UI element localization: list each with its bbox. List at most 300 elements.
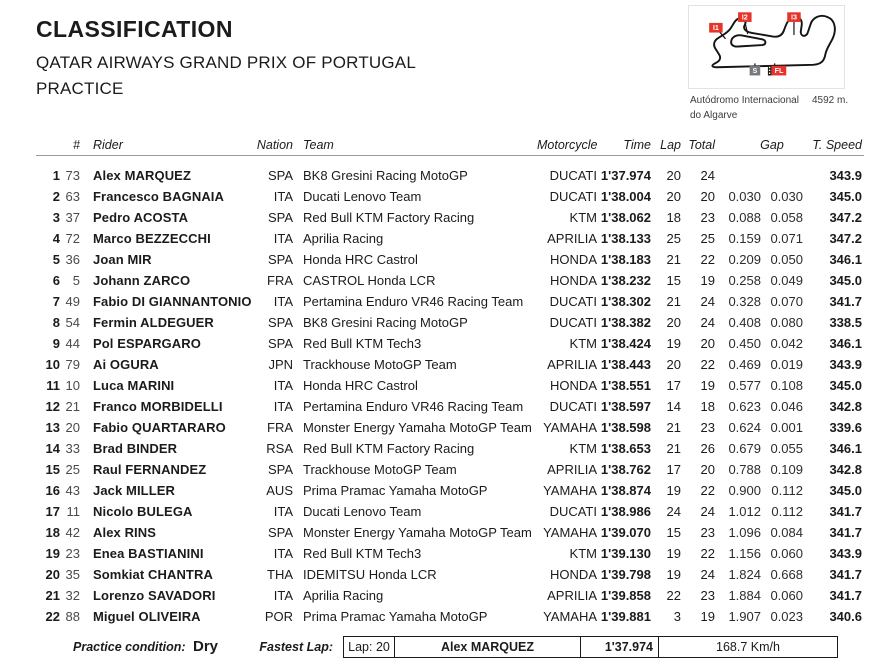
header-gap: Gap (760, 138, 784, 152)
sector2-badge (738, 12, 751, 22)
cell-gap2: 0.060 (770, 588, 803, 603)
cell-motorcycle: KTM (569, 546, 597, 561)
cell-num: 36 (65, 252, 80, 267)
cell-nation: ITA (273, 231, 293, 246)
cell-nation: AUS (266, 483, 293, 498)
cell-num: 49 (65, 294, 80, 309)
cell-lap: 21 (666, 252, 681, 267)
cell-motorcycle: DUCATI (549, 315, 597, 330)
cell-total: 20 (700, 189, 715, 204)
cell-gap1: 0.088 (728, 210, 761, 225)
cell-speed: 346.1 (829, 336, 862, 351)
cell-gap1: 0.159 (728, 231, 761, 246)
cell-team: CASTROL Honda LCR (303, 273, 436, 288)
cell-time: 1'37.974 (600, 168, 651, 183)
cell-pos: 6 (52, 273, 60, 288)
cell-rider: Jack MILLER (93, 483, 176, 498)
cell-num: 79 (65, 357, 80, 372)
svg-text:I2: I2 (741, 12, 748, 22)
table-row (36, 291, 864, 312)
circuit-name: Autódromo Internacional do Algarve (690, 95, 799, 121)
cell-speed: 343.9 (829, 546, 862, 561)
header-total: Total (688, 138, 715, 152)
practice-condition (73, 638, 218, 655)
cell-speed: 341.7 (829, 525, 862, 540)
cell-nation: ITA (273, 399, 293, 414)
table-row (36, 543, 864, 564)
track-map-icon (690, 7, 843, 87)
cell-gap2: 0.070 (770, 294, 803, 309)
cell-gap2: 0.109 (770, 462, 803, 477)
cell-rider: Luca MARINI (93, 378, 175, 393)
cell-team: Aprilia Racing (303, 588, 384, 603)
cell-lap: 18 (666, 210, 681, 225)
cell-total: 24 (700, 294, 715, 309)
table-row (36, 417, 864, 438)
cell-rider: Somkiat CHANTRA (93, 567, 213, 582)
condition-value: Dry (193, 638, 219, 655)
cell-speed: 346.1 (829, 441, 862, 456)
cell-lap: 14 (666, 399, 681, 414)
cell-num: 20 (65, 420, 80, 435)
cell-speed: 341.7 (829, 504, 862, 519)
cell-speed: 339.6 (829, 420, 862, 435)
speed-trap-badge (750, 66, 761, 76)
cell-time: 1'39.798 (600, 567, 651, 582)
svg-text:FL: FL (774, 66, 784, 76)
cell-nation: FRA (267, 420, 293, 435)
cell-nation: SPA (267, 315, 293, 330)
cell-gap1: 0.577 (728, 378, 761, 393)
table-row (36, 207, 864, 228)
cell-nation: SPA (267, 210, 293, 225)
cell-time: 1'38.382 (600, 315, 651, 330)
cell-pos: 9 (52, 336, 60, 351)
cell-speed: 341.7 (829, 588, 862, 603)
cell-motorcycle: HONDA (550, 378, 597, 393)
cell-gap1: 0.328 (728, 294, 761, 309)
cell-total: 26 (700, 441, 715, 456)
cell-total: 24 (700, 315, 715, 330)
cell-gap1: 0.788 (728, 462, 761, 477)
cell-rider: Fermin ALDEGUER (93, 315, 214, 330)
cell-rider: Johann ZARCO (93, 273, 191, 288)
cell-time: 1'38.443 (600, 357, 651, 372)
cell-lap: 24 (666, 504, 681, 519)
finish-line-badge (768, 66, 786, 76)
cell-time: 1'38.551 (600, 378, 651, 393)
footer (0, 634, 880, 660)
cell-lap: 19 (666, 546, 681, 561)
table-row (36, 312, 864, 333)
cell-time: 1'38.183 (600, 252, 651, 267)
cell-gap2: 0.055 (770, 441, 803, 456)
cell-team: Prima Pramac Yamaha MotoGP (303, 609, 488, 624)
cell-rider: Pol ESPARGARO (93, 336, 201, 351)
cell-team: Red Bull KTM Tech3 (303, 546, 422, 561)
cell-motorcycle: YAMAHA (543, 609, 597, 624)
cell-time: 1'39.070 (600, 525, 651, 540)
table-body (36, 165, 864, 627)
cell-num: 43 (65, 483, 80, 498)
header-rider: Rider (93, 138, 123, 152)
table-header-row (36, 137, 864, 156)
cell-pos: 4 (52, 231, 60, 246)
cell-gap2: 0.112 (771, 504, 803, 519)
header-num: # (73, 138, 80, 152)
cell-lap: 21 (666, 441, 681, 456)
cell-gap1: 0.623 (728, 399, 761, 414)
fastest-lap-rider: Alex MARQUEZ (394, 637, 580, 657)
cell-num: 23 (65, 546, 80, 561)
table-row (36, 501, 864, 522)
cell-pos: 20 (45, 567, 60, 582)
cell-total: 24 (700, 504, 715, 519)
cell-motorcycle: DUCATI (549, 189, 597, 204)
cell-speed: 343.9 (829, 168, 862, 183)
cell-time: 1'39.858 (600, 588, 651, 603)
cell-time: 1'39.881 (600, 609, 651, 624)
table-row (36, 396, 864, 417)
cell-gap2: 0.112 (771, 483, 803, 498)
cell-motorcycle: APRILIA (547, 231, 597, 246)
cell-total: 18 (700, 399, 715, 414)
cell-num: 63 (65, 189, 80, 204)
cell-num: 10 (65, 378, 80, 393)
table-row (36, 228, 864, 249)
table-row (36, 480, 864, 501)
cell-gap2: 0.084 (770, 525, 803, 540)
cell-gap2: 0.080 (770, 315, 803, 330)
cell-nation: POR (264, 609, 293, 624)
event-title: QATAR AIRWAYS GRAND PRIX OF PORTUGAL (36, 53, 417, 72)
cell-total: 23 (700, 525, 715, 540)
cell-speed: 345.0 (829, 378, 862, 393)
cell-gap2: 0.058 (770, 210, 803, 225)
cell-speed: 343.9 (829, 357, 862, 372)
cell-team: Red Bull KTM Tech3 (303, 336, 422, 351)
cell-nation: SPA (267, 168, 293, 183)
cell-motorcycle: KTM (569, 336, 597, 351)
cell-nation: ITA (273, 189, 293, 204)
table-row (36, 354, 864, 375)
cell-team: Red Bull KTM Factory Racing (303, 441, 475, 456)
cell-num: 33 (65, 441, 80, 456)
table-row (36, 249, 864, 270)
cell-total: 19 (700, 273, 715, 288)
cell-pos: 22 (45, 609, 60, 624)
track-map (688, 5, 845, 89)
cell-motorcycle: HONDA (550, 567, 597, 582)
cell-nation: ITA (273, 504, 293, 519)
cell-pos: 1 (52, 168, 60, 183)
cell-speed: 346.1 (829, 252, 862, 267)
cell-total: 22 (700, 546, 715, 561)
cell-gap2: 0.668 (770, 567, 803, 582)
cell-rider: Franco MORBIDELLI (93, 399, 223, 414)
table-row (36, 333, 864, 354)
cell-team: Monster Energy Yamaha MotoGP Team (303, 420, 532, 435)
cell-gap1: 1.884 (728, 588, 761, 603)
cell-rider: Brad BINDER (93, 441, 178, 456)
header (36, 16, 416, 102)
header-speed: T. Speed (812, 138, 862, 152)
circuit-info (690, 93, 875, 123)
cell-gap1: 0.030 (728, 189, 761, 204)
cell-rider: Joan MIR (93, 252, 152, 267)
cell-speed: 347.2 (829, 231, 862, 246)
cell-rider: Alex MARQUEZ (93, 168, 191, 183)
table-row (36, 522, 864, 543)
cell-num: 44 (65, 336, 80, 351)
cell-num: 73 (65, 168, 80, 183)
cell-gap1: 0.624 (728, 420, 761, 435)
cell-motorcycle: APRILIA (547, 588, 597, 603)
cell-num: 21 (65, 399, 80, 414)
header-nation: Nation (256, 138, 293, 152)
cell-total: 24 (700, 567, 715, 582)
table-row (36, 606, 864, 627)
cell-nation: THA (267, 567, 293, 582)
table-row (36, 165, 864, 186)
header-motorcycle: Motorcycle (537, 138, 598, 152)
cell-time: 1'38.986 (600, 504, 651, 519)
cell-lap: 20 (666, 315, 681, 330)
cell-nation: ITA (273, 588, 293, 603)
cell-lap: 20 (666, 189, 681, 204)
cell-pos: 19 (45, 546, 60, 561)
cell-pos: 2 (52, 189, 60, 204)
cell-team: Monster Energy Yamaha MotoGP Team (303, 525, 532, 540)
cell-rider: Pedro ACOSTA (93, 210, 189, 225)
table-row (36, 270, 864, 291)
cell-rider: Fabio DI GIANNANTONIO (93, 294, 252, 309)
cell-time: 1'38.133 (600, 231, 651, 246)
cell-team: BK8 Gresini Racing MotoGP (303, 315, 468, 330)
cell-nation: SPA (267, 462, 293, 477)
cell-rider: Miguel OLIVEIRA (93, 609, 201, 624)
cell-team: Trackhouse MotoGP Team (303, 357, 457, 372)
cell-pos: 13 (45, 420, 60, 435)
cell-total: 19 (700, 609, 715, 624)
table-row (36, 375, 864, 396)
cell-pos: 7 (52, 294, 60, 309)
cell-speed: 345.0 (829, 189, 862, 204)
cell-gap2: 0.046 (770, 399, 803, 414)
cell-speed: 341.7 (829, 294, 862, 309)
cell-rider: Alex RINS (93, 525, 157, 540)
cell-rider: Nicolo BULEGA (93, 504, 193, 519)
cell-motorcycle: DUCATI (549, 294, 597, 309)
cell-gap1: 1.096 (728, 525, 761, 540)
cell-pos: 16 (45, 483, 60, 498)
cell-team: Honda HRC Castrol (303, 378, 418, 393)
cell-gap2: 0.049 (770, 273, 803, 288)
cell-total: 24 (700, 168, 715, 183)
cell-time: 1'39.130 (600, 546, 651, 561)
cell-nation: RSA (266, 441, 293, 456)
cell-gap1: 1.907 (728, 609, 761, 624)
cell-lap: 17 (666, 378, 681, 393)
cell-time: 1'38.653 (600, 441, 651, 456)
cell-lap: 20 (666, 357, 681, 372)
cell-team: Pertamina Enduro VR46 Racing Team (303, 399, 524, 414)
cell-gap2: 0.071 (770, 231, 803, 246)
cell-motorcycle: APRILIA (547, 462, 597, 477)
table-row (36, 186, 864, 207)
cell-motorcycle: YAMAHA (543, 420, 597, 435)
cell-pos: 14 (45, 441, 60, 456)
cell-time: 1'38.424 (600, 336, 651, 351)
cell-total: 19 (700, 378, 715, 393)
cell-nation: FRA (267, 273, 293, 288)
cell-nation: ITA (273, 546, 293, 561)
fastest-lap-box (343, 636, 838, 658)
cell-gap2: 0.023 (770, 609, 803, 624)
cell-rider: Ai OGURA (93, 357, 159, 372)
cell-lap: 15 (666, 273, 681, 288)
cell-gap1: 1.156 (728, 546, 761, 561)
cell-nation: ITA (273, 294, 293, 309)
cell-gap1: 0.900 (728, 483, 761, 498)
cell-motorcycle: DUCATI (549, 168, 597, 183)
cell-pos: 8 (52, 315, 60, 330)
cell-pos: 15 (45, 462, 60, 477)
cell-rider: Marco BEZZECCHI (93, 231, 211, 246)
cell-total: 22 (700, 252, 715, 267)
cell-speed: 345.0 (829, 273, 862, 288)
cell-gap1: 0.469 (728, 357, 761, 372)
cell-speed: 341.7 (829, 567, 862, 582)
cell-pos: 5 (52, 252, 60, 267)
cell-pos: 10 (45, 357, 60, 372)
cell-lap: 22 (666, 588, 681, 603)
page-title: CLASSIFICATION (36, 16, 233, 42)
cell-lap: 25 (666, 231, 681, 246)
cell-total: 20 (700, 336, 715, 351)
cell-team: IDEMITSU Honda LCR (303, 567, 437, 582)
cell-num: 32 (65, 588, 80, 603)
sector1-badge (709, 23, 722, 33)
cell-nation: ITA (273, 378, 293, 393)
cell-team: Aprilia Racing (303, 231, 384, 246)
cell-nation: SPA (267, 525, 293, 540)
cell-pos: 18 (45, 525, 60, 540)
session-title: PRACTICE (36, 79, 124, 98)
cell-num: 54 (65, 315, 80, 330)
cell-gap1: 0.679 (728, 441, 761, 456)
cell-rider: Francesco BAGNAIA (93, 189, 225, 204)
cell-lap: 21 (666, 420, 681, 435)
cell-total: 22 (700, 357, 715, 372)
cell-num: 11 (66, 504, 80, 519)
svg-text:S: S (752, 66, 758, 76)
cell-motorcycle: DUCATI (549, 399, 597, 414)
cell-lap: 15 (666, 525, 681, 540)
cell-time: 1'38.762 (600, 462, 651, 477)
cell-speed: 345.0 (829, 483, 862, 498)
table-row (36, 438, 864, 459)
svg-text:I3: I3 (790, 12, 797, 22)
cell-time: 1'38.062 (600, 210, 651, 225)
cell-team: Ducati Lenovo Team (303, 504, 422, 519)
cell-motorcycle: HONDA (550, 252, 597, 267)
fastest-lap-speed: 168.7 Km/h (658, 637, 837, 657)
cell-gap1: 0.450 (728, 336, 761, 351)
cell-pos: 11 (46, 378, 60, 393)
cell-num: 42 (65, 525, 80, 540)
cell-total: 25 (700, 231, 715, 246)
cell-total: 20 (700, 462, 715, 477)
cell-total: 23 (700, 588, 715, 603)
table-row (36, 585, 864, 606)
cell-speed: 338.5 (829, 315, 862, 330)
cell-motorcycle: YAMAHA (543, 525, 597, 540)
cell-lap: 3 (673, 609, 681, 624)
cell-rider: Enea BASTIANINI (93, 546, 204, 561)
cell-motorcycle: YAMAHA (543, 483, 597, 498)
cell-motorcycle: APRILIA (547, 357, 597, 372)
cell-num: 25 (65, 462, 80, 477)
cell-pos: 21 (45, 588, 60, 603)
cell-gap2: 0.050 (770, 252, 803, 267)
cell-speed: 342.8 (829, 399, 862, 414)
cell-num: 35 (65, 567, 80, 582)
cell-lap: 19 (666, 336, 681, 351)
cell-nation: SPA (267, 252, 293, 267)
table-row (36, 459, 864, 480)
sector3-badge (787, 12, 800, 22)
cell-motorcycle: DUCATI (549, 504, 597, 519)
classification-table (0, 137, 880, 627)
cell-gap1: 0.258 (728, 273, 761, 288)
circuit-length: 4592 m. (812, 95, 849, 106)
cell-num: 72 (65, 231, 80, 246)
cell-lap: 19 (666, 483, 681, 498)
cell-gap1: 0.209 (728, 252, 761, 267)
cell-gap2: 0.060 (770, 546, 803, 561)
cell-pos: 12 (45, 399, 60, 414)
svg-text:I1: I1 (712, 23, 719, 33)
cell-team: Red Bull KTM Factory Racing (303, 210, 475, 225)
header-time: Time (623, 138, 651, 152)
cell-team: BK8 Gresini Racing MotoGP (303, 168, 468, 183)
cell-time: 1'38.302 (600, 294, 651, 309)
cell-lap: 21 (666, 294, 681, 309)
cell-pos: 3 (52, 210, 60, 225)
cell-gap1: 0.408 (728, 315, 761, 330)
cell-lap: 20 (666, 168, 681, 183)
cell-total: 23 (700, 420, 715, 435)
cell-team: Trackhouse MotoGP Team (303, 462, 457, 477)
cell-gap1: 1.012 (728, 504, 761, 519)
cell-num: 88 (65, 609, 80, 624)
cell-num: 5 (72, 273, 80, 288)
cell-time: 1'38.597 (600, 399, 651, 414)
fastest-lap-time: 1'37.974 (580, 637, 658, 657)
cell-gap2: 0.001 (770, 420, 803, 435)
cell-time: 1'38.232 (600, 273, 651, 288)
cell-gap2: 0.019 (770, 357, 803, 372)
table-row (36, 564, 864, 585)
cell-speed: 342.8 (829, 462, 862, 477)
cell-time: 1'38.004 (600, 189, 651, 204)
cell-motorcycle: HONDA (550, 273, 597, 288)
cell-rider: Fabio QUARTARARO (93, 420, 226, 435)
cell-time: 1'38.874 (600, 483, 651, 498)
cell-num: 37 (65, 210, 80, 225)
cell-gap2: 0.042 (770, 336, 803, 351)
